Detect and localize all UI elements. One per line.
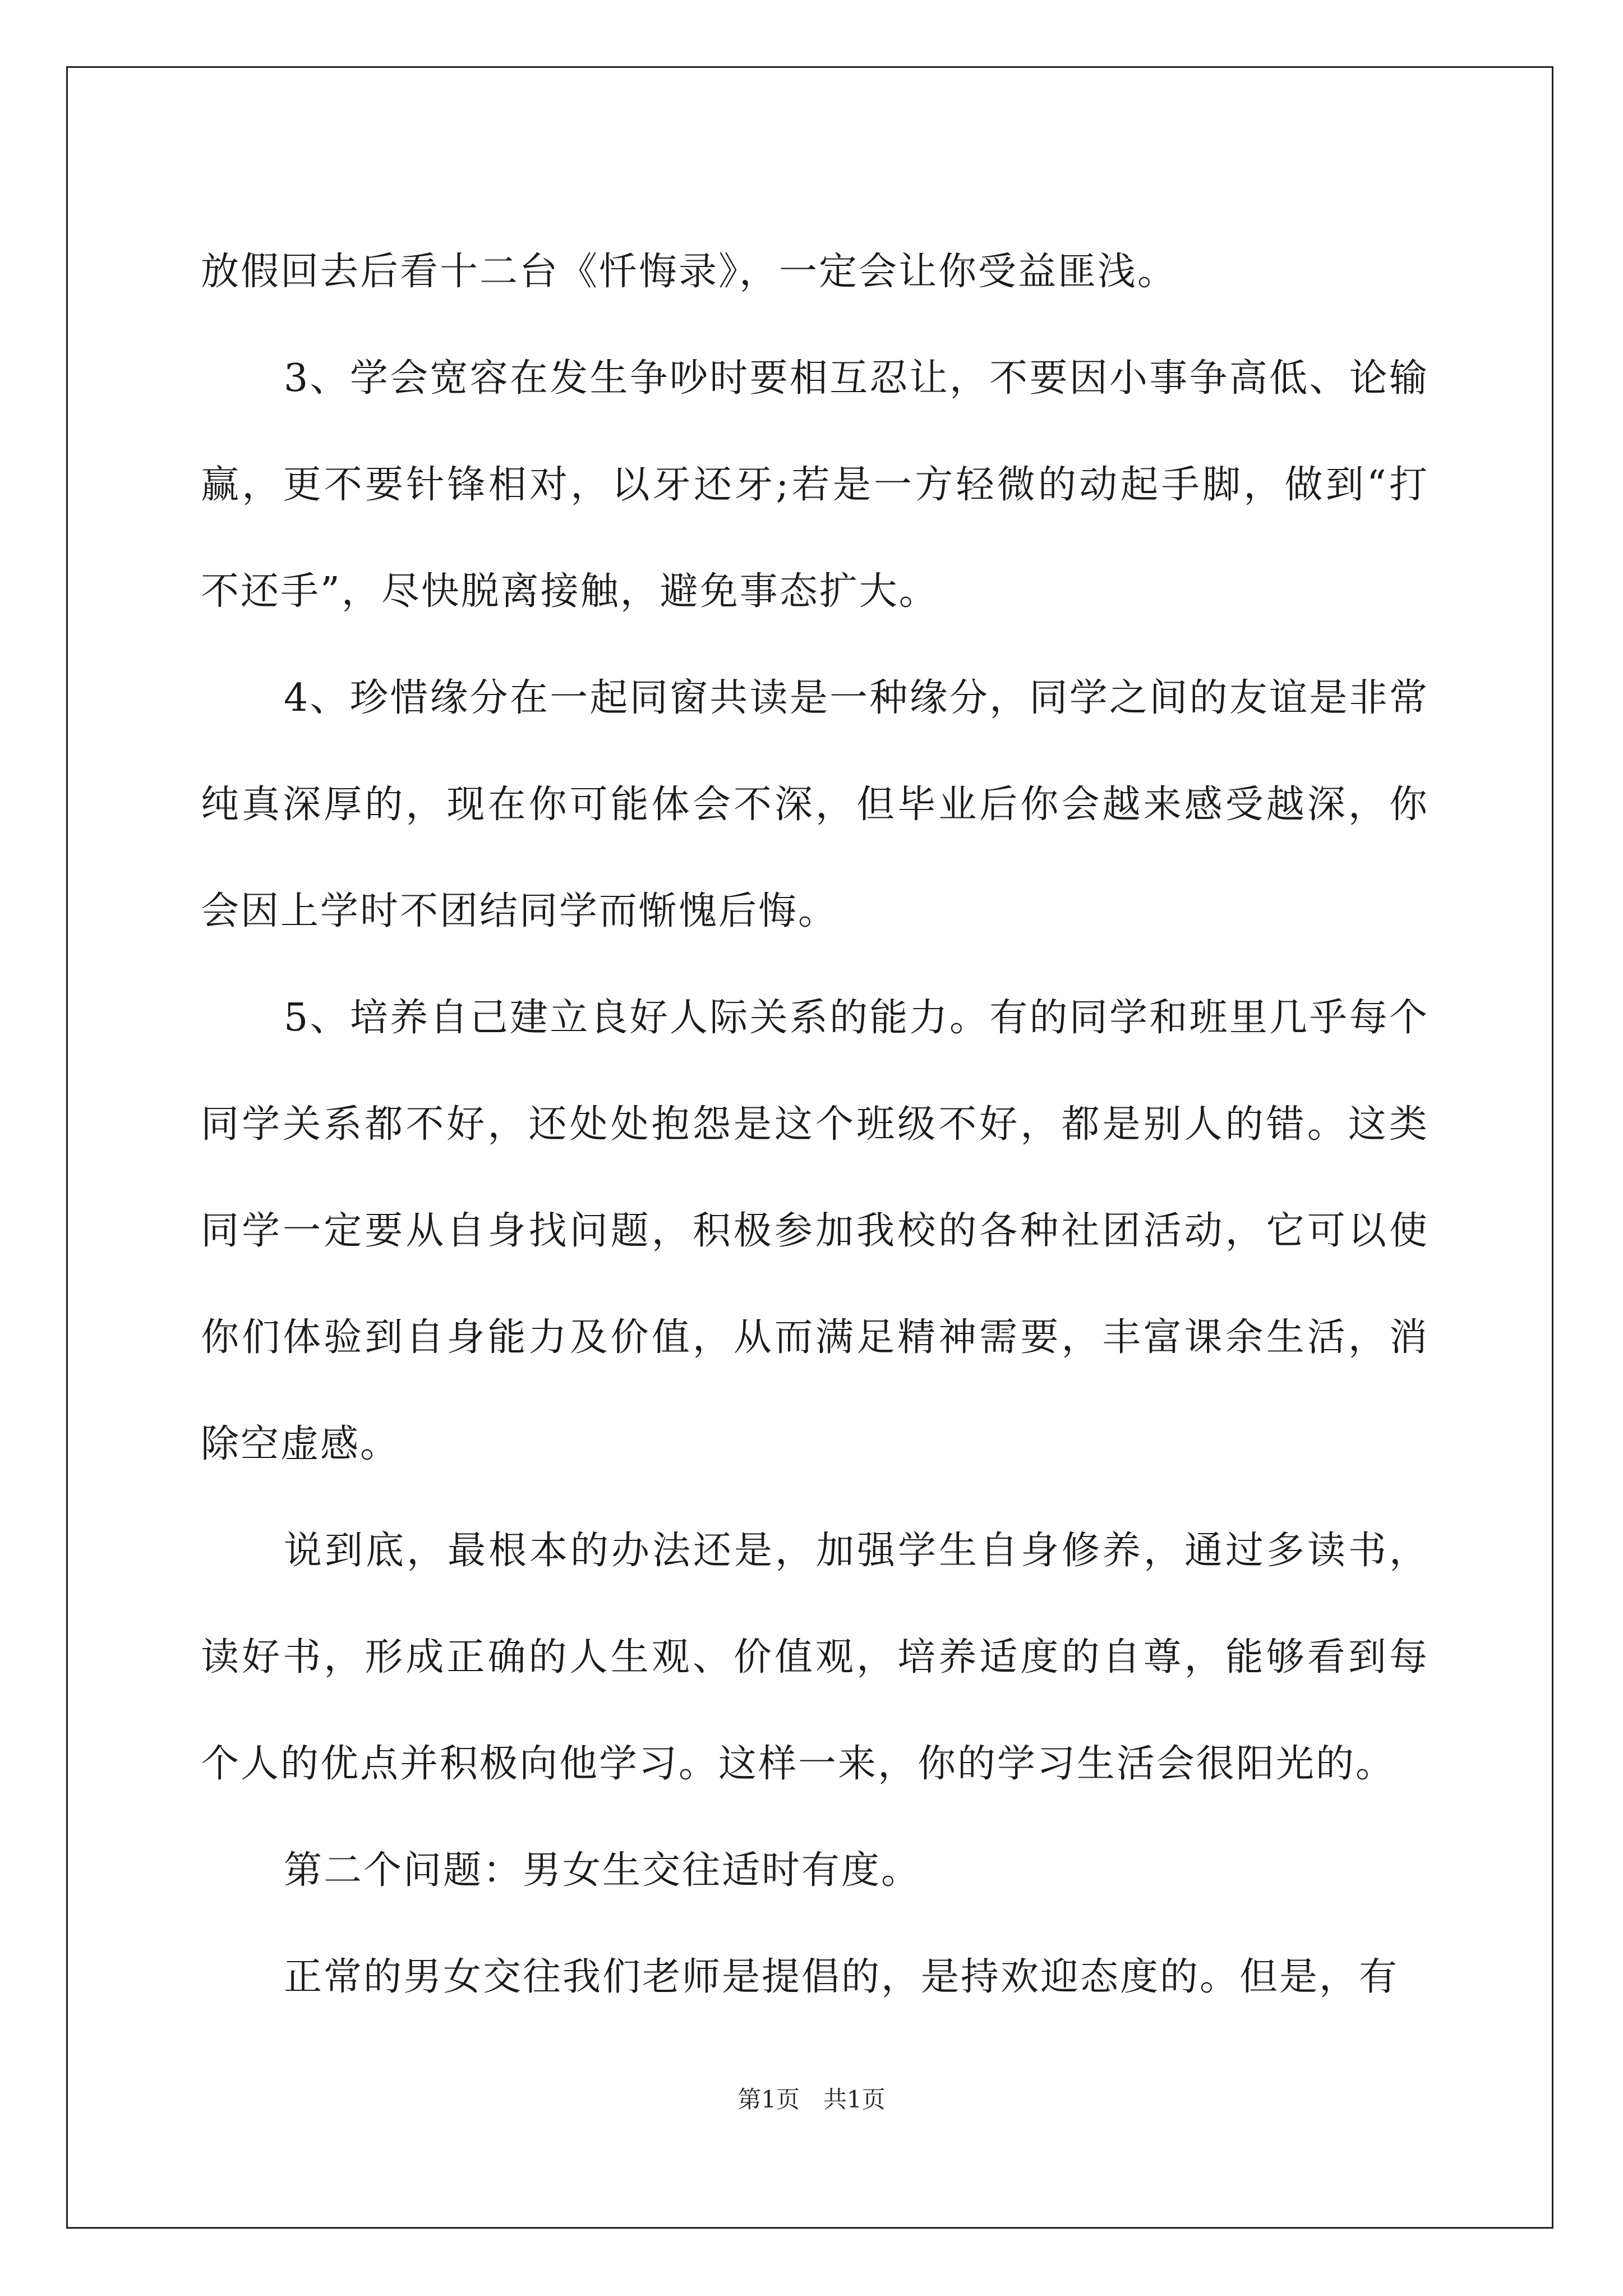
paragraph: 第二个问题：男女生交往适时有度。 <box>284 1848 921 1893</box>
paragraph: 说到底，最根本的办法还是，加强学生自身修养，通过多读书，读好书，形成正确的人生观、价值观，培养适度的自尊，能够看到每个人的优点并积极向他学习。这样一来，你的学习生活会很阳光的。 <box>201 1529 1429 1786</box>
paragraph: 放假回去后看十二台《忏悔录》，一定会让你受益匪浅。 <box>201 250 1178 294</box>
document-body <box>201 219 1429 2031</box>
paragraph: 3、学会宽容在发生争吵时要相互忍让，不要因小事争高低、论输赢，更不要针锋相对，以牙还牙;若是一方轻微的动起手脚，做到“打不还手”，尽快脱离接触，避免事态扩大。 <box>201 356 1429 614</box>
paragraph: 正常的男女交往我们老师是提倡的，是持欢迎态度的。但是，有 <box>284 1955 1399 1999</box>
paragraph: 4、珍惜缘分在一起同窗共读是一种缘分，同学之间的友谊是非常纯真深厚的，现在你可能体会不深，但毕业后你会越来感受越深，你会因上学时不团结同学而惭愧后悔。 <box>201 676 1429 933</box>
paragraph: 5、培养自己建立良好人际关系的能力。有的同学和班里几乎每个同学关系都不好，还处处抱怨是这个班级不好，都是别人的错。这类同学一定要从自身找问题，积极参加我校的各种社团活动，它可以使你们体验到自身能力及价值，从而满足精神需要，丰富课余生活，消除空虚感。 <box>201 996 1429 1466</box>
page-number-footer: 第1页 共1页 <box>737 2086 886 2113</box>
